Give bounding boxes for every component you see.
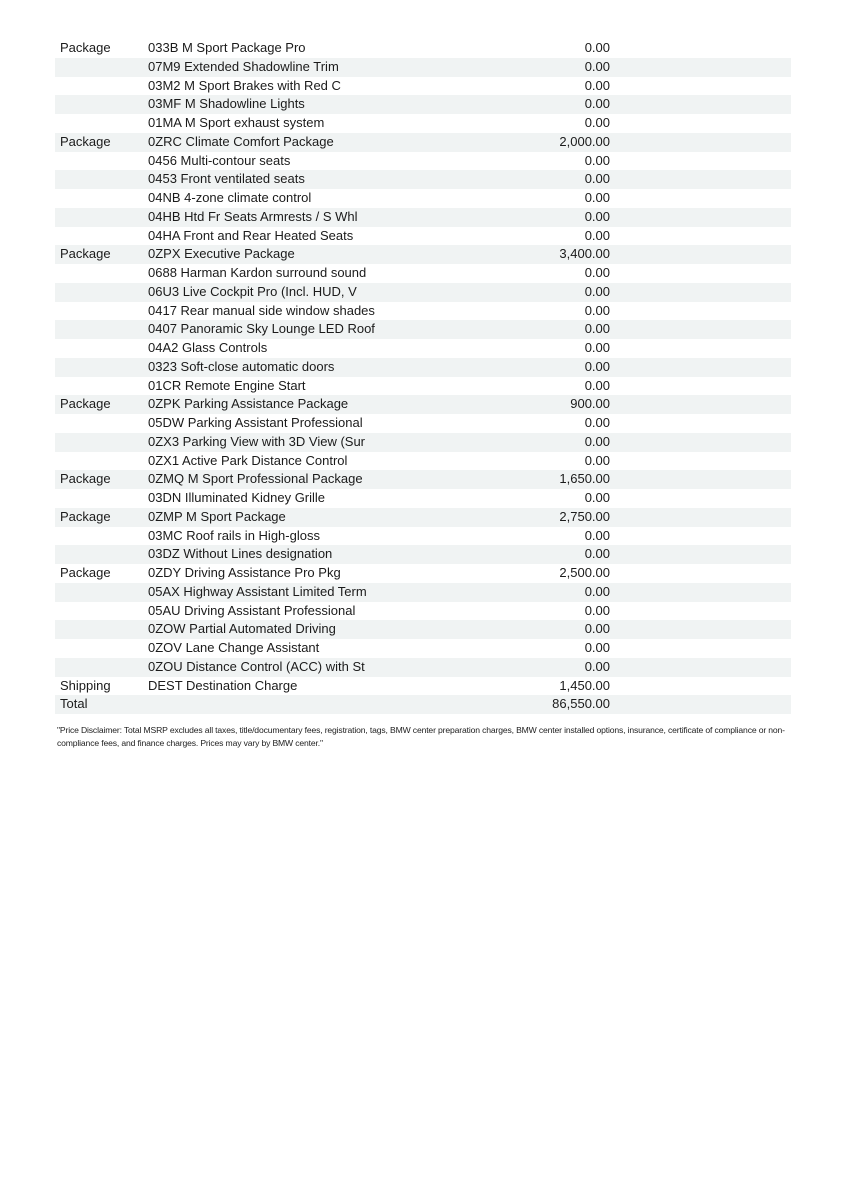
table-row bbox=[55, 39, 791, 58]
row-price-value: 0.00 bbox=[584, 96, 610, 112]
row-category-label: Package bbox=[60, 565, 111, 580]
table-row bbox=[55, 339, 791, 358]
row-option-description: 0ZOV Lane Change Assistant bbox=[148, 640, 320, 655]
row-price-value: 0.00 bbox=[584, 377, 610, 393]
table-row bbox=[55, 395, 791, 414]
row-price-value: 0.00 bbox=[584, 208, 610, 224]
row-option-description: DEST Destination Charge bbox=[148, 677, 298, 693]
row-option-description: 0417 Rear manual side window shades bbox=[148, 302, 375, 318]
row-option-description: 04HA Front and Rear Heated Seats bbox=[148, 227, 354, 243]
row-price-value: 0.00 bbox=[584, 340, 610, 355]
row-price-value: 2,500.00 bbox=[559, 565, 610, 580]
table-row bbox=[55, 639, 791, 658]
table-row bbox=[55, 264, 791, 283]
row-price-value: 0.00 bbox=[584, 640, 610, 655]
row-price-value: 0.00 bbox=[584, 583, 610, 599]
row-option-description: 03DZ Without Lines designation bbox=[148, 546, 333, 562]
row-option-description: 0ZMQ M Sport Professional Package bbox=[148, 471, 363, 487]
row-option-description: 0ZOW Partial Automated Driving bbox=[148, 621, 336, 637]
table-row bbox=[55, 433, 791, 452]
row-category-label: Total bbox=[60, 696, 88, 712]
row-price-value: 0.00 bbox=[584, 77, 610, 93]
row-price-value: 0.00 bbox=[584, 40, 610, 55]
table-row bbox=[55, 358, 791, 377]
row-option-description: 0ZDY Driving Assistance Pro Pkg bbox=[148, 565, 341, 580]
row-price-value: 0.00 bbox=[584, 452, 610, 468]
table-row bbox=[55, 677, 791, 696]
row-price-value: 0.00 bbox=[584, 527, 610, 543]
row-option-description: 03M2 M Sport Brakes with Red C bbox=[148, 77, 341, 93]
row-category-label: Shipping bbox=[60, 677, 111, 693]
row-price-value: 0.00 bbox=[584, 621, 610, 637]
row-option-description: 03MF M Shadowline Lights bbox=[148, 96, 305, 112]
row-category-label: Package bbox=[60, 133, 111, 149]
row-price-value: 0.00 bbox=[584, 433, 610, 449]
row-option-description: 01CR Remote Engine Start bbox=[148, 377, 306, 393]
row-price-value: 0.00 bbox=[584, 302, 610, 318]
row-price-value: 0.00 bbox=[584, 546, 610, 562]
row-option-description: 01MA M Sport exhaust system bbox=[148, 115, 325, 130]
table-row bbox=[55, 283, 791, 302]
row-option-description: 0453 Front ventilated seats bbox=[148, 171, 305, 187]
row-option-description: 033B M Sport Package Pro bbox=[148, 40, 306, 55]
row-price-value: 0.00 bbox=[584, 658, 610, 674]
table-row bbox=[55, 620, 791, 639]
row-price-value: 0.00 bbox=[584, 283, 610, 299]
row-option-description: 0ZMP M Sport Package bbox=[148, 508, 286, 524]
table-row bbox=[55, 227, 791, 246]
row-option-description: 0ZPX Executive Package bbox=[148, 246, 295, 262]
table-row bbox=[55, 77, 791, 96]
row-price-value: 0.00 bbox=[584, 115, 610, 130]
row-option-description: 0ZOU Distance Control (ACC) with St bbox=[148, 658, 365, 674]
row-price-value: 0.00 bbox=[584, 152, 610, 168]
row-option-description: 0456 Multi-contour seats bbox=[148, 152, 291, 168]
table-row bbox=[55, 189, 791, 208]
row-price-value: 0.00 bbox=[584, 171, 610, 187]
row-option-description: 05AX Highway Assistant Limited Term bbox=[148, 583, 367, 599]
row-price-value: 1,450.00 bbox=[559, 677, 610, 693]
row-option-description: 0ZRC Climate Comfort Package bbox=[148, 133, 334, 149]
row-price-value: 0.00 bbox=[584, 321, 610, 337]
table-row bbox=[55, 470, 791, 489]
row-price-value: 0.00 bbox=[584, 490, 610, 505]
table-row bbox=[55, 302, 791, 321]
row-price-value: 0.00 bbox=[584, 58, 610, 74]
row-price-value: 0.00 bbox=[584, 265, 610, 280]
row-option-description: 0407 Panoramic Sky Lounge LED Roof bbox=[148, 321, 375, 337]
row-option-description: 0688 Harman Kardon surround sound bbox=[148, 265, 367, 280]
table-row bbox=[55, 320, 791, 339]
row-price-value: 900.00 bbox=[570, 396, 610, 412]
table-row bbox=[55, 152, 791, 171]
table-row bbox=[55, 489, 791, 508]
row-option-description: 0ZX3 Parking View with 3D View (Sur bbox=[148, 433, 366, 449]
row-option-description: 0ZPK Parking Assistance Package bbox=[148, 396, 349, 412]
row-option-description: 05AU Driving Assistant Professional bbox=[148, 602, 356, 618]
row-price-value: 86,550.00 bbox=[552, 696, 610, 712]
table-row bbox=[55, 452, 791, 471]
table-row bbox=[55, 658, 791, 677]
row-price-value: 0.00 bbox=[584, 190, 610, 205]
table-row bbox=[55, 208, 791, 227]
row-price-value: 2,750.00 bbox=[559, 508, 610, 524]
row-price-value: 0.00 bbox=[584, 415, 610, 430]
table-row bbox=[55, 508, 791, 527]
row-option-description: 03DN Illuminated Kidney Grille bbox=[148, 490, 326, 505]
table-row bbox=[55, 95, 791, 114]
table-row bbox=[55, 527, 791, 546]
table-row bbox=[55, 170, 791, 189]
row-price-value: 1,650.00 bbox=[559, 471, 610, 487]
table-row bbox=[55, 602, 791, 621]
row-category-label: Package bbox=[60, 508, 111, 524]
row-price-value: 3,400.00 bbox=[559, 246, 610, 262]
price-disclaimer-text: "Price Disclaimer: Total MSRP excludes all taxes, title/documentary fees, registration, tags, BMW center preparation charges, BMW center installed options, insurance, certificate of compliance or non-compliance fees, and finance charges. Prices may vary by BMW center." bbox=[57, 725, 785, 748]
row-category-label: Package bbox=[60, 246, 111, 262]
row-option-description: 04NB 4-zone climate control bbox=[148, 190, 312, 205]
row-price-value: 0.00 bbox=[584, 358, 610, 374]
table-row bbox=[55, 377, 791, 396]
row-option-description: 04A2 Glass Controls bbox=[148, 340, 268, 355]
row-category-label: Package bbox=[60, 396, 111, 412]
table-row bbox=[55, 583, 791, 602]
table-row bbox=[55, 114, 791, 133]
table-row bbox=[55, 245, 791, 264]
row-option-description: 03MC Roof rails in High-gloss bbox=[148, 527, 320, 543]
table-row bbox=[55, 695, 791, 714]
table-row bbox=[55, 58, 791, 77]
row-option-description: 06U3 Live Cockpit Pro (Incl. HUD, V bbox=[148, 283, 357, 299]
vehicle-options-price-table bbox=[55, 39, 791, 714]
row-option-description: 07M9 Extended Shadowline Trim bbox=[148, 58, 339, 74]
row-price-value: 0.00 bbox=[584, 602, 610, 618]
row-option-description: 0ZX1 Active Park Distance Control bbox=[148, 452, 348, 468]
table-row bbox=[55, 564, 791, 583]
row-category-label: Package bbox=[60, 471, 111, 487]
row-price-value: 0.00 bbox=[584, 227, 610, 243]
row-option-description: 0323 Soft-close automatic doors bbox=[148, 358, 335, 374]
row-category-label: Package bbox=[60, 40, 111, 55]
row-option-description: 04HB Htd Fr Seats Armrests / S Whl bbox=[148, 208, 358, 224]
table-row bbox=[55, 414, 791, 433]
table-row bbox=[55, 133, 791, 152]
row-option-description: 05DW Parking Assistant Professional bbox=[148, 415, 363, 430]
row-price-value: 2,000.00 bbox=[559, 133, 610, 149]
table-row bbox=[55, 545, 791, 564]
